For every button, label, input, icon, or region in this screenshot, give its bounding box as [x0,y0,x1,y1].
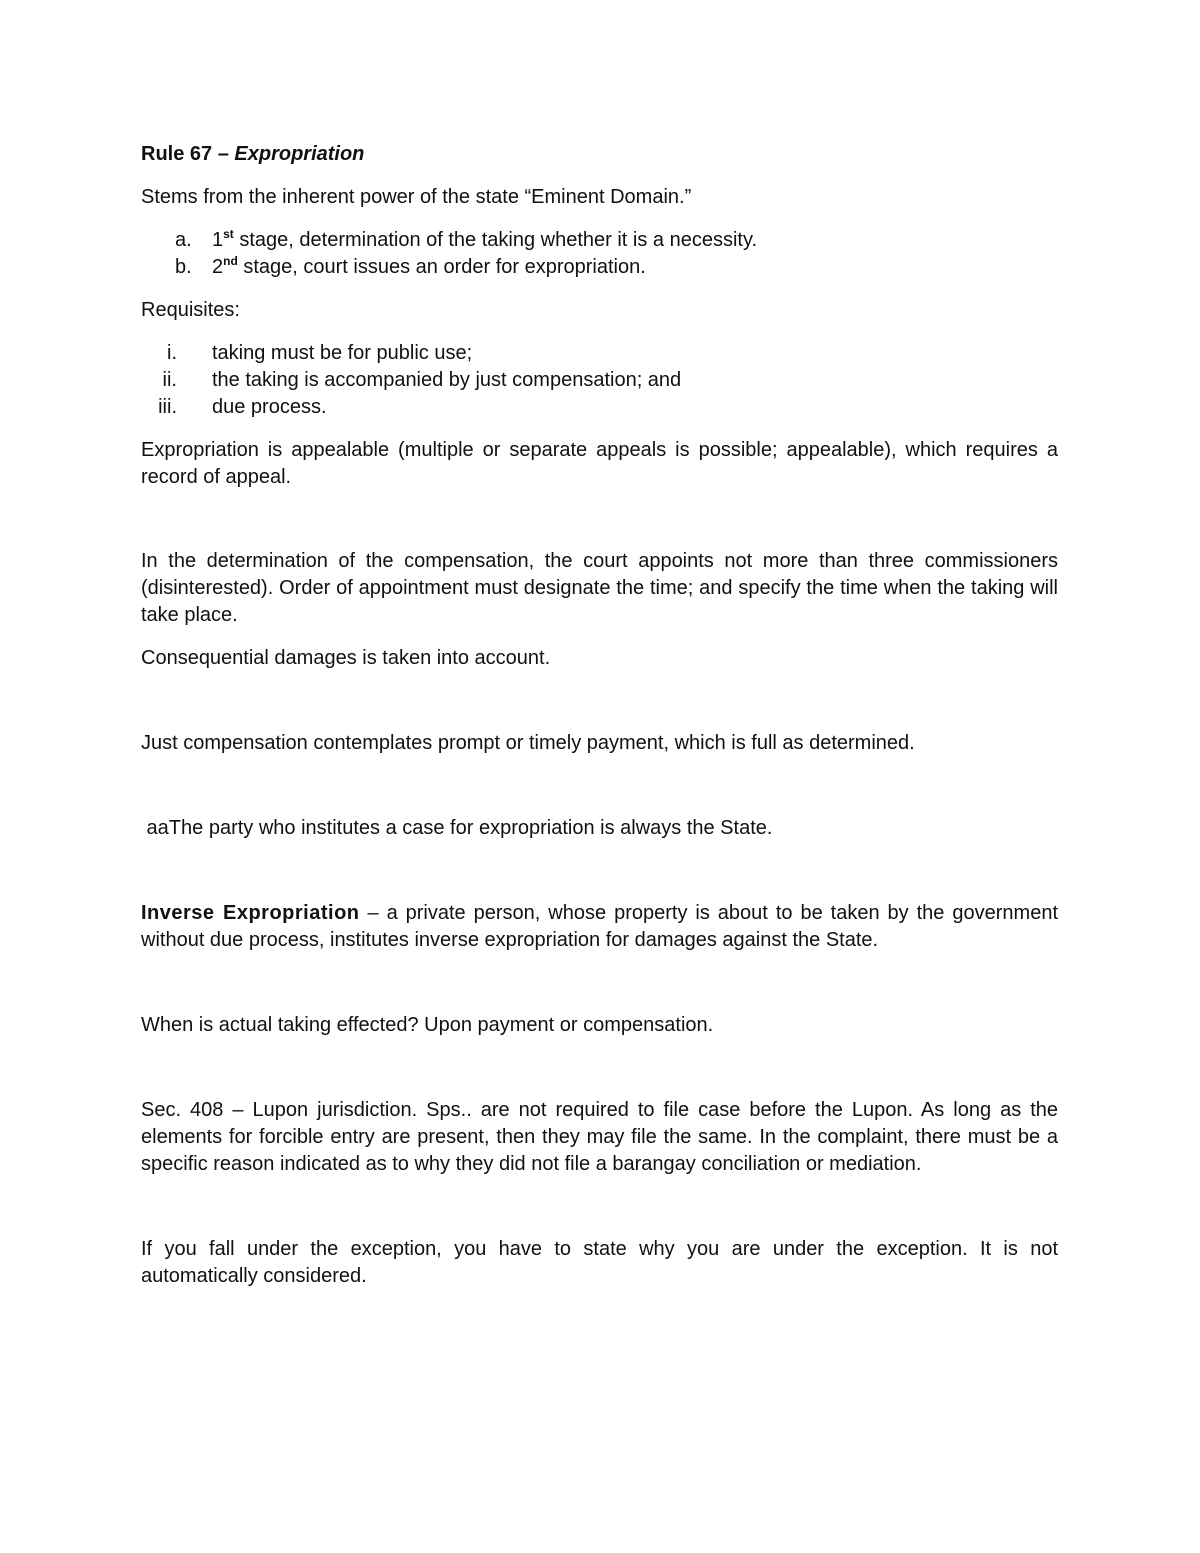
list-marker: b. [175,256,192,278]
inverse-term: Inverse Expropriation [141,902,360,924]
stage-text: stage, determination of the taking whether it is a necessity. [233,229,758,251]
list-marker: ii. [162,369,177,391]
title-rule: Rule 67 – [141,143,235,165]
inverse-expropriation-paragraph [141,900,1058,954]
requisite-text: due process. [212,396,327,418]
requisites-heading: Requisites: [141,299,240,321]
party-paragraph: aaThe party who institutes a case for expropriation is always the State. [141,817,773,839]
exception-paragraph: If you fall under the exception, you have to state why you are under the exception. It is not automatically considered. [141,1238,1058,1287]
inverse-definition: – a private person, whose property is about to be taken by the government without due process, institutes inverse expropriation for damages against the State. [141,902,1059,951]
list-item [141,394,1058,421]
list-item [141,340,1058,367]
requisites-list [141,340,1058,421]
list-marker: i. [167,342,177,364]
document-title [141,141,1058,168]
determination-paragraph: In the determination of the compensation, the court appoints not more than three commissioners (disinterested). Order of appointment must designate the time; and specify the time when the taking will take place. [141,550,1058,626]
stage-ordinal: nd [223,254,238,268]
intro-paragraph: Stems from the inherent power of the state “Eminent Domain.” [141,186,692,208]
list-item [141,254,1058,281]
stage-number: 1 [212,229,224,251]
document-page [141,141,1058,1290]
lupon-paragraph: Sec. 408 – Lupon jurisdiction. Sps.. are not required to file case before the Lupon. As long as the elements for forcible entry are present, then they may file the same. In the complaint, there must be a specific reason indicated as to why they did not file a barangay conciliation or mediation. [141,1099,1058,1175]
stage-text: stage, court issues an order for expropriation. [237,256,646,278]
requisite-text: taking must be for public use; [212,342,473,364]
list-marker: iii. [158,396,177,418]
list-marker: a. [175,229,192,251]
requisite-text: the taking is accompanied by just compensation; and [212,369,682,391]
appealable-paragraph: Expropriation is appealable (multiple or separate appeals is possible; appealable), which requires a record of appeal. [141,439,1058,488]
title-topic: Expropriation [234,143,365,165]
stages-list [141,227,1058,281]
stage-number: 2 [212,256,224,278]
stage-ordinal: st [223,227,234,241]
list-item [141,367,1058,394]
list-item [141,227,1058,254]
consequential-paragraph: Consequential damages is taken into account. [141,647,551,669]
just-compensation-paragraph: Just compensation contemplates prompt or timely payment, which is full as determined. [141,732,915,754]
actual-taking-paragraph: When is actual taking effected? Upon payment or compensation. [141,1014,714,1036]
